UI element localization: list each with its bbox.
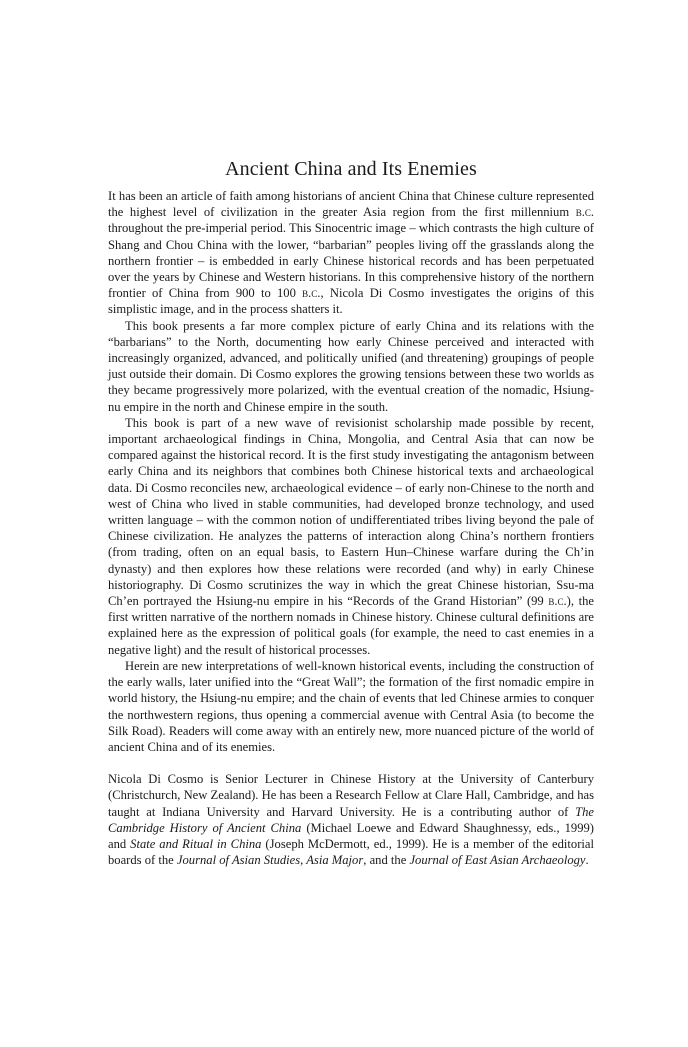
text-run: , and the: [363, 853, 410, 868]
journal-title: Journal of East Asian Archaeology: [409, 853, 586, 868]
text-run: throughout the pre-imperial period. This Sinocentric image – which contrasts the high culture of Shang and Chou China with the lower, “barbarian” peoples living off the grasslands along the northern frontier – is embedded in early Chinese historical records and has been perpetuated over the years by Chinese and Western historians. In this comprehensive history of the northern frontier of China from 900 to 100: [108, 221, 594, 301]
page-title: Ancient China and Its Enemies: [225, 158, 477, 180]
journal-title: Journal of Asian Studies, Asia Major: [176, 853, 364, 868]
text-run: .: [585, 853, 589, 868]
text-run: ), the first written narrative of the northern nomads in Chinese history. Chinese cultural definitions are explained here as the expression of political goals (for example, the need to cast enemies in a negative light) and the result of historical processes.: [108, 594, 594, 657]
blurb-paragraph-1: [108, 188, 594, 318]
era-abbreviation: b.c.: [575, 205, 594, 220]
era-abbreviation: b.c.: [548, 594, 567, 609]
text-run: Nicola Di Cosmo is Senior Lecturer in Chinese History at the University of Canterbury (Christchurch, New Zealand). He has been a Research Fellow at Clare Hall, Cambridge, and has taught at Indiana University and Harvard University. He is a contributing author of: [108, 772, 594, 819]
book-title: The Cambridge History of Ancient China: [108, 804, 594, 835]
blurb-paragraph-4: Herein are new interpretations of well-known historical events, including the construction of the early walls, later unified into the “Great Wall”; the formation of the first nomadic empire in world history, the Hsiung-nu empire; and the chain of events that led Chinese armies to conquer the northwestern regions, thus opening a commercial avenue with Central Asia (to become the Silk Road). Readers will come away with an entirely new, more nuanced picture of the world of ancient China and of its enemies.: [108, 658, 594, 754]
blurb-paragraph-2: This book presents a far more complex picture of early China and its relations with the “barbarians” to the North, documenting how early Chinese perceived and interacted with increasingly organized, advanced, and politically unified (and threatening) groupings of people just outside their domain. Di Cosmo explores the growing tensions between these two worlds as they became progressively more polarized, with the eventual creation of the nomadic, Hsiung-nu empire in the north and Chinese empire in the south.: [108, 318, 594, 414]
blurb-paragraph-3: [108, 415, 594, 658]
section-gap: [108, 755, 594, 771]
text-run: (Michael Loewe and Edward Shaughnessy, eds., 1999) and: [108, 820, 594, 851]
text-run: This book is part of a new wave of revisionist scholarship made possible by recent, important archaeological findings in China, Mongolia, and Central Asia that can now be compared against the historical record. It is the first study investigating the antagonism between early China and its neighbors that combines both Chinese historical texts and archaeological data. Di Cosmo reconciles new, archaeological evidence – of early non-Chinese to the north and west of China who lived in stable communities, had developed bronze technology, and used written language – with the common notion of undifferentiated tribes living beyond the pale of Chinese civilization. He analyzes the patterns of interaction along China’s northern frontiers (from trading, often on an equal basis, to Eastern Hun–Chinese warfare during the Ch’in dynasty) and then explores how these relations were recorded (and why) in early Chinese historiography. Di Cosmo scrutinizes the way in which the great Chinese historian, Ssu-ma Ch’en portrayed the Hsiung-nu empire in his “Records of the Grand Historian” (99: [108, 415, 594, 609]
text-run: , Nicola Di Cosmo investigates the origins of this simplistic image, and in the process shatters it.: [108, 286, 594, 317]
text-run: (Joseph McDermott, ed., 1999). He is a member of the editorial boards of the: [108, 836, 594, 868]
era-abbreviation: b.c.: [302, 286, 321, 301]
book-blurb-page: [108, 156, 594, 868]
author-bio: [108, 771, 594, 868]
book-title: State and Ritual in China: [130, 836, 262, 851]
text-run: It has been an article of faith among historians of ancient China that Chinese culture represented the highest level of civilization in the greater Asia region from the first millennium: [108, 189, 594, 220]
